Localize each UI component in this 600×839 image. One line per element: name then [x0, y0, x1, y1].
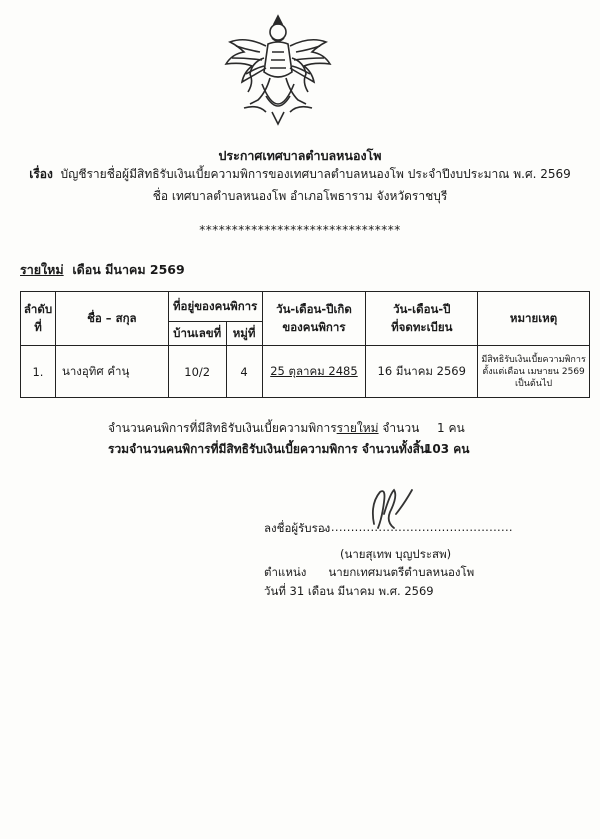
- subject-text: บัญชีรายชื่อผู้มีสิทธิรับเงินเบี้ยความพิการของเทศบาลตำบลหนองโพ ประจำปีงบประมาณ พ.ศ. 2569: [60, 167, 571, 181]
- row-no: 1.: [21, 346, 56, 398]
- subject-line: [0, 165, 600, 184]
- handwritten-signature: [360, 484, 420, 536]
- header-village: หมู่ที่: [226, 322, 262, 346]
- position-line: ตำแหน่ง นายกเทศมนตรีตำบลหนองโพ: [264, 565, 475, 579]
- signing-date: วันที่ 31 เดือน มีนาคม พ.ศ. 2569: [264, 584, 434, 598]
- signature-label: ลงชื่อผู้รับรอง: [264, 521, 331, 535]
- signer-name: (นายสุเทพ บุญประสพ): [340, 547, 452, 561]
- signature-line: ................................................: [323, 520, 513, 534]
- row-remark: มีสิทธิรับเงินเบี้ยความพิการ ตั้งแต่เดือน เมษายน 2569 เป็นต้นไป: [478, 346, 590, 398]
- section-label: รายใหม่: [20, 262, 64, 277]
- section-month: เดือน มีนาคม 2569: [72, 262, 185, 277]
- section-heading: [20, 260, 185, 280]
- row-name: นางอุทิศ คำนุ: [55, 346, 168, 398]
- announcement-title: ประกาศเทศบาลตำบลหนองโพ: [218, 148, 382, 163]
- header-house-no: บ้านเลขที่: [168, 322, 226, 346]
- new-recipients-count: 1 คน: [437, 421, 465, 435]
- new-recipients-summary: จำนวนคนพิการที่มีสิทธิรับเงินเบี้ยความพิการรายใหม่ จำนวน: [108, 421, 420, 435]
- beneficiary-table: [20, 291, 590, 398]
- row-village: 4: [226, 346, 262, 398]
- header-birth-date: วัน-เดือน-ปีเกิด ของคนพิการ: [262, 292, 366, 346]
- header-name: ชื่อ – สกุล: [55, 292, 168, 346]
- table-row: [21, 346, 590, 398]
- garuda-emblem: [222, 12, 334, 128]
- organization-line: ชื่อ เทศบาลตำบลหนองโพ อำเภอโพธาราม จังหวัดราชบุรี: [152, 189, 448, 203]
- header-no: ลำดับ ที่: [21, 292, 56, 346]
- total-recipients-count: 103 คน: [424, 442, 470, 456]
- row-house-no: 10/2: [168, 346, 226, 398]
- subject-label: เรื่อง: [29, 167, 53, 181]
- header-registration-date: วัน-เดือน-ปี ที่จดทะเบียน: [366, 292, 478, 346]
- header-remark: หมายเหตุ: [478, 292, 590, 346]
- header-address: ที่อยู่ของคนพิการ: [168, 292, 262, 322]
- row-birth-date: 25 ตุลาคม 2485: [262, 346, 366, 398]
- separator: *******************************: [199, 223, 401, 237]
- row-registration-date: 16 มีนาคม 2569: [366, 346, 478, 398]
- total-recipients-summary: รวมจำนวนคนพิการที่มีสิทธิรับเงินเบี้ยความพิการ จำนวนทั้งสิ้น: [108, 442, 429, 456]
